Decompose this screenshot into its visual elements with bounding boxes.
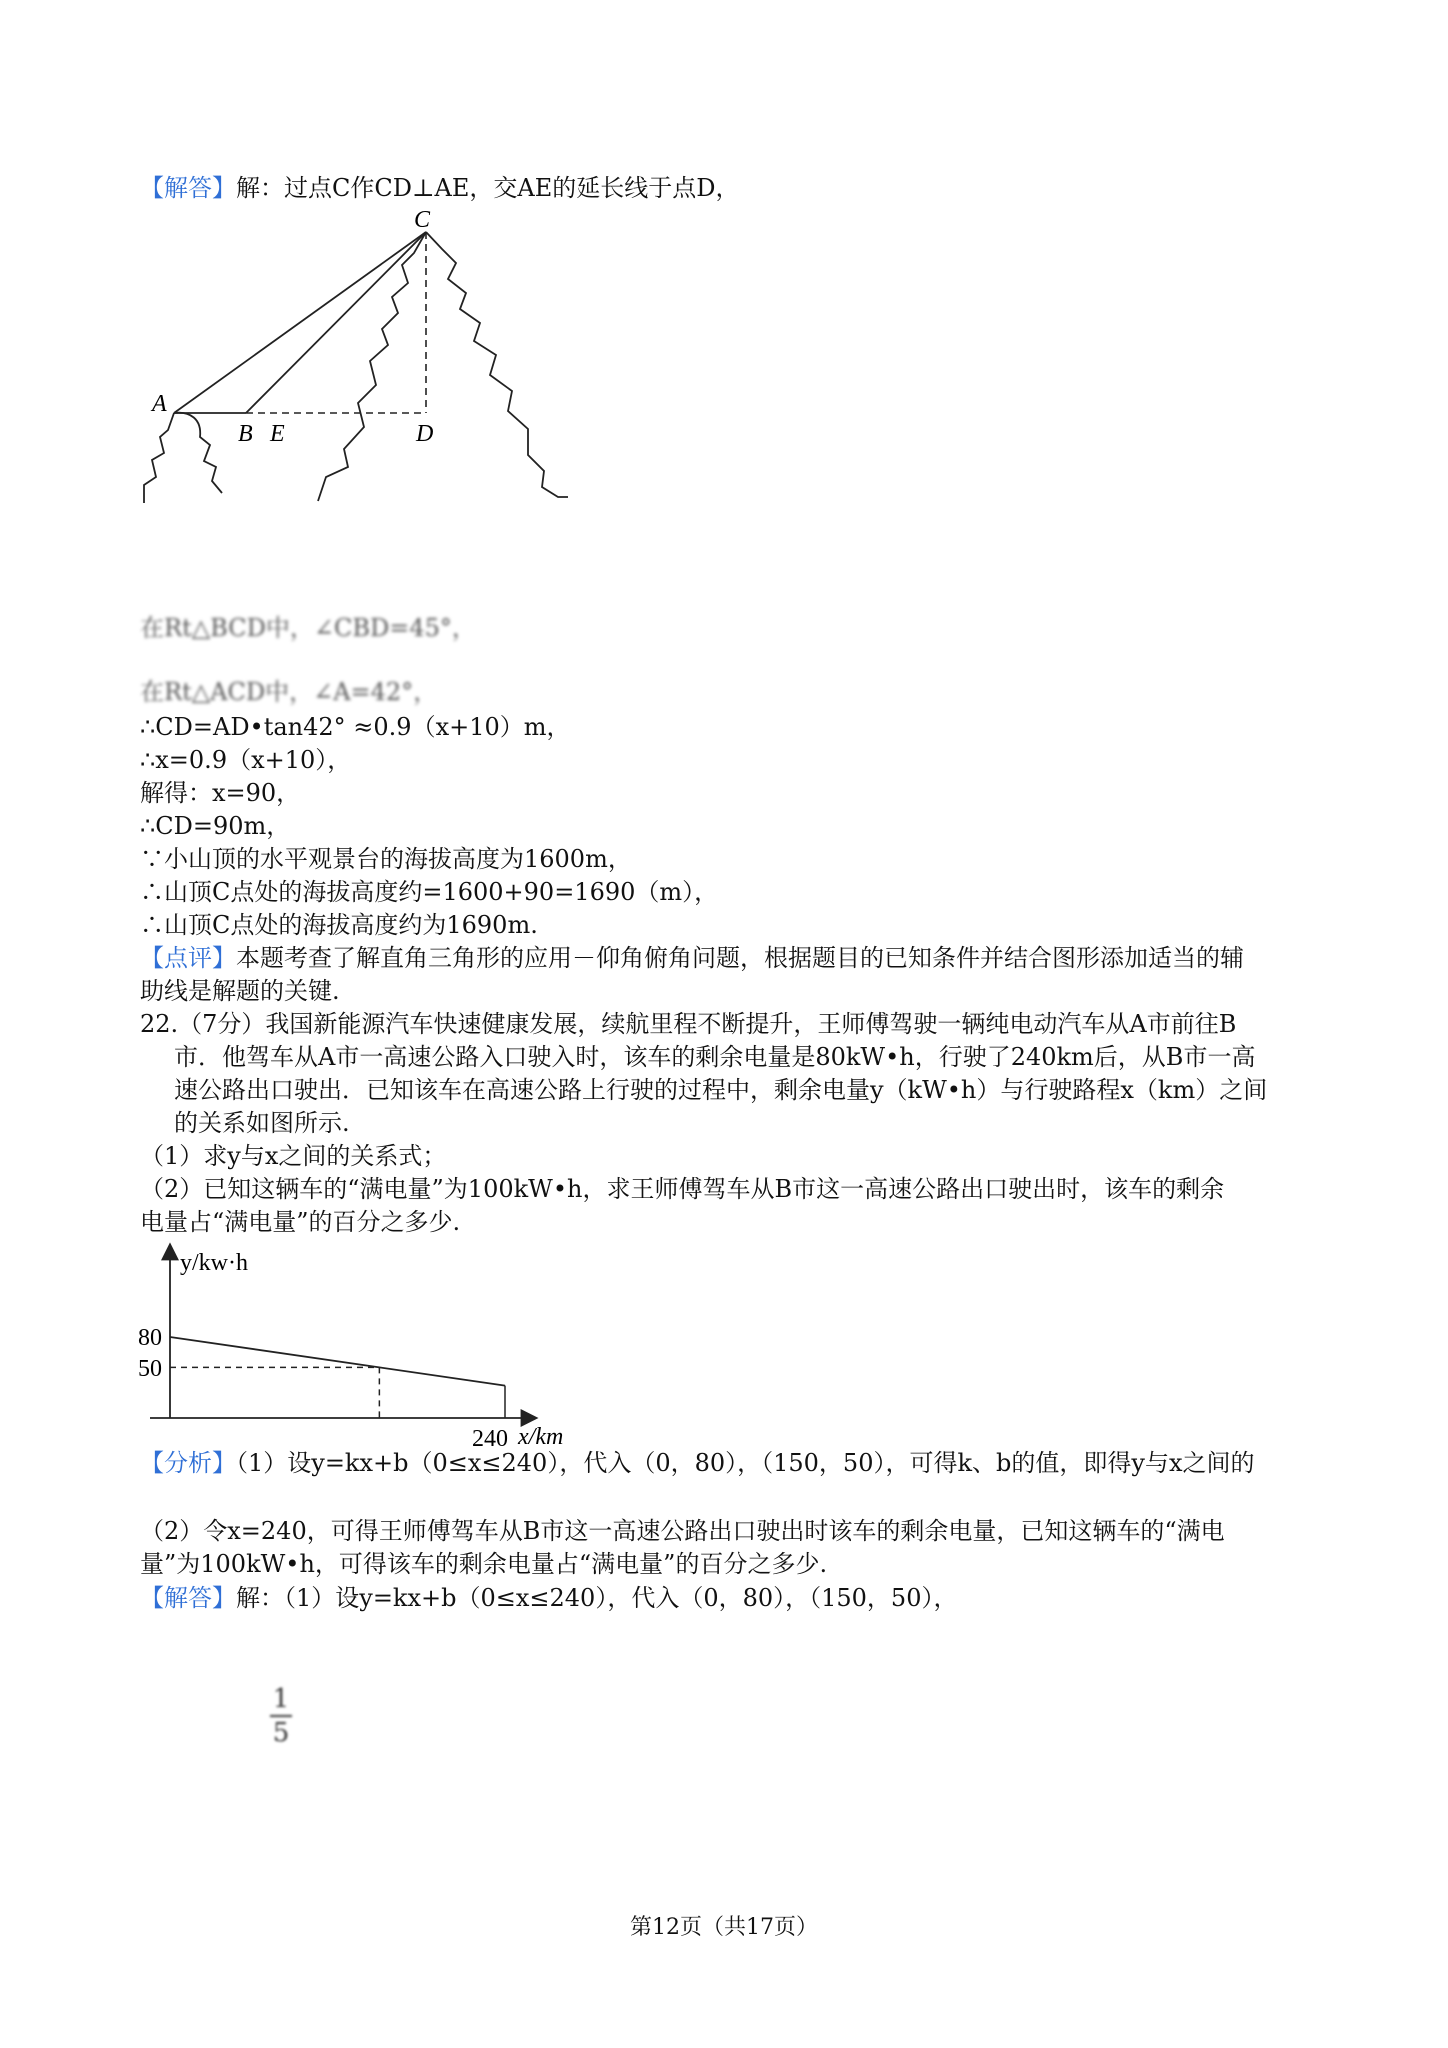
mid-ridge: [318, 232, 426, 501]
comment-line-2: 助线是解题的关键.: [140, 977, 340, 1005]
series-line: [170, 1337, 505, 1386]
analysis-line-1: [140, 1447, 1254, 1479]
x-tick-240: 240: [472, 1426, 508, 1452]
question-22-part-2a: （2）已知这辆车的“满电量”为100kW•h，求王师傅驾车从B市这一高速公路出口驶出时，该车的剩余: [140, 1175, 1225, 1203]
solution-line-4: ∴CD=90m，: [140, 812, 291, 840]
y-tick-80: 80: [138, 1325, 162, 1351]
comment-tag: 【点评】: [140, 944, 236, 972]
label-D: D: [416, 421, 434, 447]
mountain-diagram: [130, 205, 590, 505]
question-22-line-4: 的关系如图所示.: [174, 1109, 350, 1137]
label-B: B: [238, 421, 253, 447]
solution-header: [140, 172, 739, 204]
blurred-line-1: 在Rt△BCD中，∠CBD=45°，: [140, 614, 476, 642]
solution-line-3: 解得：x=90，: [140, 779, 301, 807]
x-axis-label: x/km: [518, 1424, 564, 1450]
label-E: E: [270, 421, 285, 447]
solution-intro: 解：过点C作CD⊥AE，交AE的延长线于点D，: [236, 174, 740, 202]
question-22-line-2: 市．他驾车从A市一高速公路入口驶入时，该车的剩余电量是80kW•h，行驶了240km后，从B市一高: [174, 1043, 1256, 1071]
label-A: A: [152, 391, 167, 417]
question-22-line-3: 速公路出口驶出．已知该车在高速公路上行驶的过程中，剩余电量y（kW•h）与行驶路程x（km）之间: [174, 1076, 1268, 1104]
line-BC: [246, 232, 426, 413]
left-cliff: [144, 413, 174, 503]
solution-line-2: ∴x=0.9（x+10），: [140, 746, 352, 774]
y-tick-50: 50: [138, 1356, 162, 1382]
analysis-line-3: 量”为100kW•h，可得该车的剩余电量占“满电量”的百分之多少.: [140, 1550, 828, 1578]
solution-line-1: ∴CD=AD•tan42° ≈0.9（x+10）m，: [140, 713, 571, 741]
fraction-denominator: 5: [272, 1718, 290, 1748]
blurred-line-2: 在Rt△ACD中，∠A=42°，: [140, 678, 438, 706]
label-C: C: [414, 207, 431, 233]
question-22-line-1: 22.（7分）我国新能源汽车快速健康发展，续航里程不断提升，王师傅驾驶一辆纯电动汽车从A市前往B: [140, 1010, 1237, 1038]
page-footer: 第12页（共17页）: [630, 1915, 818, 1940]
comment-text-1: 本题考查了解直角三角形的应用－仰角俯角问题，根据题目的已知条件并结合图形添加适当的辅: [236, 944, 1244, 972]
y-axis-label: y/kw·h: [180, 1250, 248, 1276]
solution2-line-1: [140, 1582, 957, 1614]
left-hill: [174, 413, 222, 493]
solution-line-5: ∵小山顶的水平观景台的海拔高度为1600m，: [140, 845, 632, 873]
battery-chart: [130, 1240, 590, 1460]
solution-line-7: ∴山顶C点处的海拔高度约为1690m.: [140, 911, 538, 939]
solution2-text-1: 解：（1）设y=kx+b（0≤x≤240），代入（0，80），（150，50），: [236, 1584, 958, 1612]
analysis-line-2: （2）令x=240，可得王师傅驾车从B市这一高速公路出口驶出时该车的剩余电量，已知这辆车的“满电: [140, 1517, 1225, 1545]
comment-line-1: [140, 942, 1244, 974]
question-22-part-2b: 电量占“满电量”的百分之多少.: [140, 1208, 461, 1236]
solution-line-6: ∴山顶C点处的海拔高度约=1600+90=1690（m），: [140, 878, 719, 906]
blurred-fraction: [270, 1685, 292, 1747]
solution-tag: 【解答】: [140, 174, 236, 202]
analysis-tag: 【分析】: [140, 1449, 236, 1477]
right-ridge: [426, 232, 568, 497]
solution2-tag: 【解答】: [140, 1584, 236, 1612]
question-22-part-1: （1）求y与x之间的关系式；: [140, 1142, 447, 1170]
fraction-numerator: 1: [272, 1684, 290, 1714]
analysis-text-1: （1）设y=kx+b（0≤x≤240），代入（0，80），（150，50），可得k、b的值，即得y与x之间的: [236, 1449, 1255, 1477]
